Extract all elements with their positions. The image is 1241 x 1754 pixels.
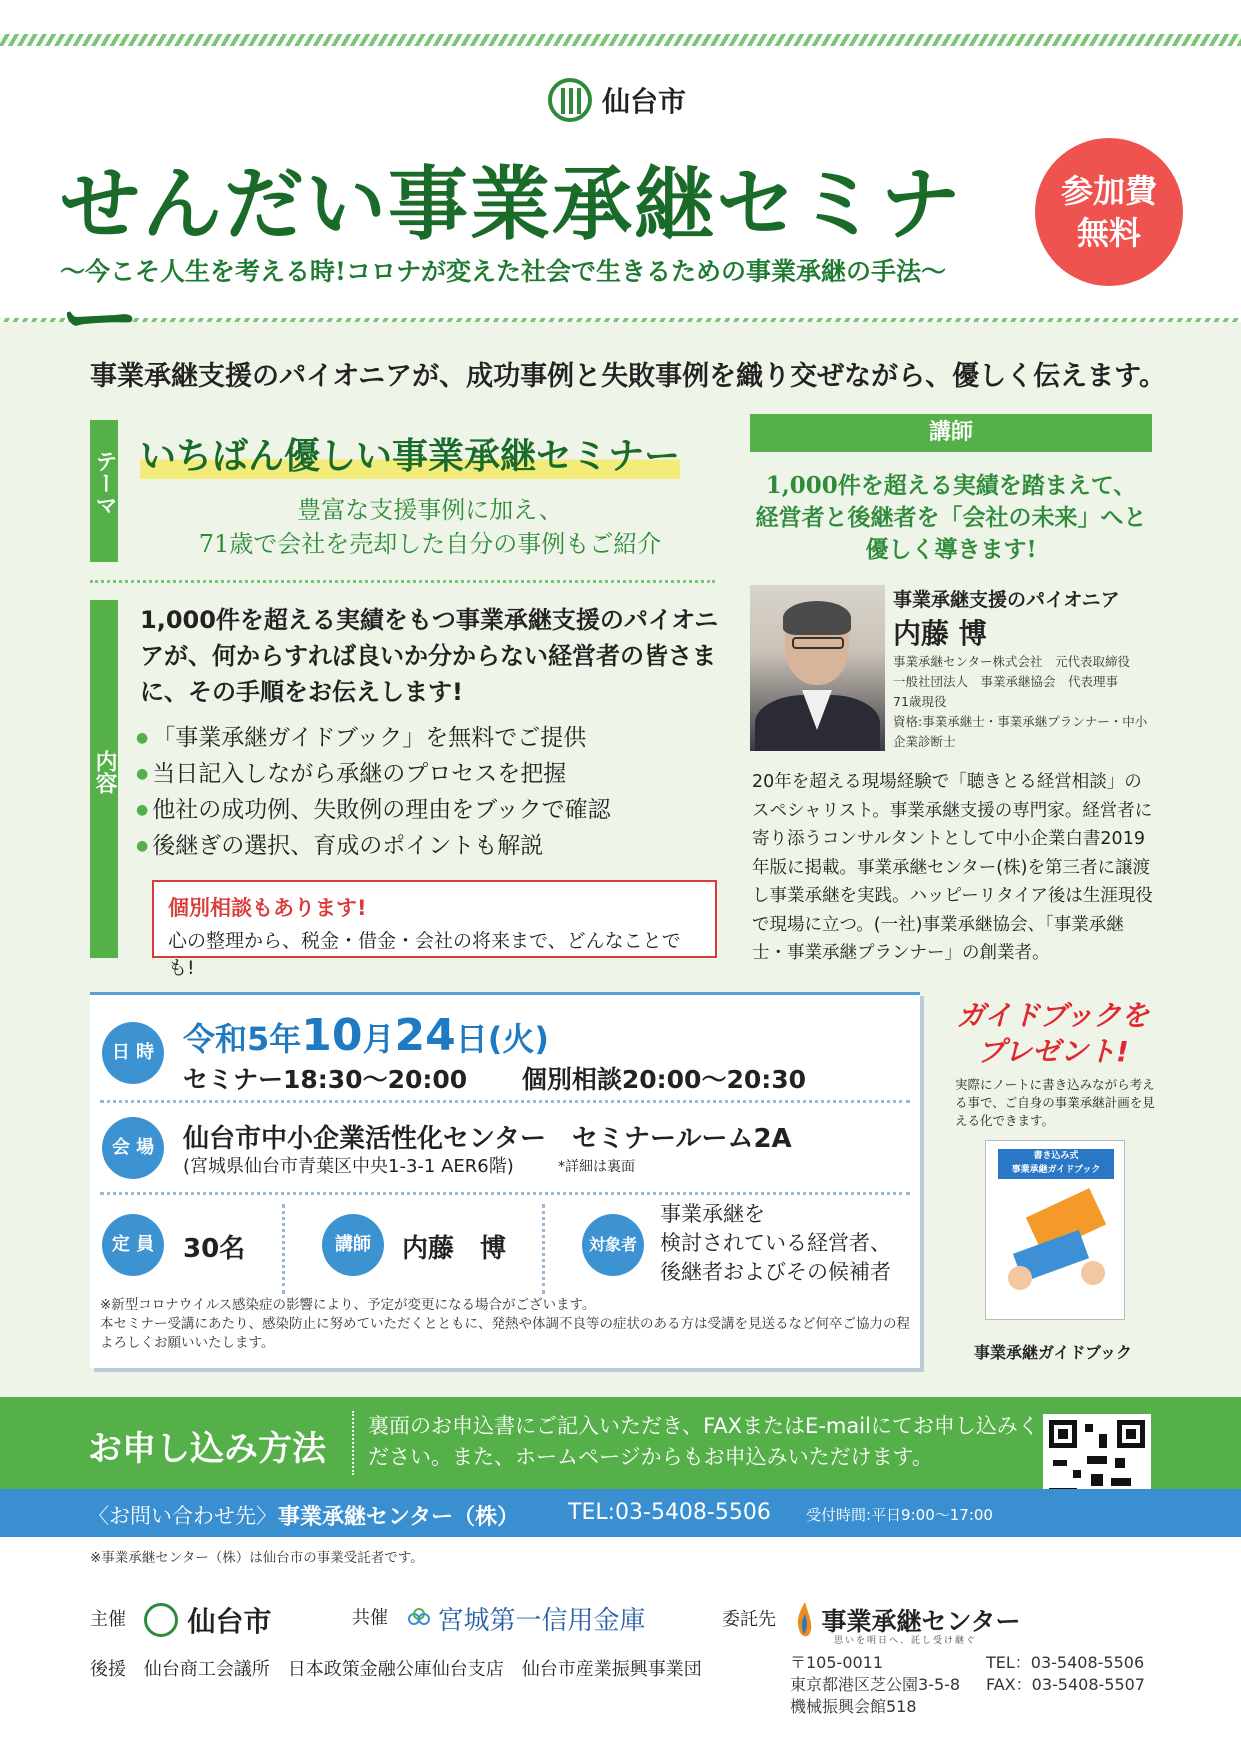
city-name: 仙台市 (602, 85, 687, 118)
flame-logo-icon (794, 1600, 816, 1640)
list-item: ● 他社の成功例、失敗例の理由をブックで確認 (136, 792, 611, 828)
seminar-time: セミナー18:30〜20:00 (183, 1065, 468, 1094)
lecturer-lead-line2: 経営者と後継者を「会社の未来」へと (755, 504, 1147, 531)
content-lead: 1,000件を超える実績をもつ事業承継支援のパイオニアが、何からすれば良いか分からない経営者の皆さまに、その手順をお伝えします! (140, 606, 719, 706)
support-label: 後援 (90, 1659, 126, 1680)
consult-time: 個別相談20:00〜20:30 (521, 1065, 807, 1094)
badge-line1: 参加費 (1060, 172, 1157, 210)
divider (352, 1411, 354, 1475)
guide-title (948, 998, 1158, 1070)
speaker-value: 内藤 博 (402, 1234, 507, 1264)
book-band-line2: 事業承継ガイドブック (1011, 1165, 1101, 1175)
top-stripe (0, 34, 1241, 46)
cohost-name: 宮城第一信用金庫 (437, 1606, 646, 1636)
contact-bar (0, 1489, 1241, 1537)
footer-note: ※事業承継センター（株）は仙台市の事業受託者です。 (90, 1550, 424, 1566)
venue-note: *詳細は裏面 (558, 1159, 635, 1175)
apply-heading: お申し込み方法 (88, 1429, 326, 1469)
guidebook-cover-image (985, 1140, 1125, 1320)
target-line: 後継者およびその候補者 (660, 1260, 891, 1284)
apply-text: 裏面のお申込書にご記入いただき、FAXまたはE-mailにてお申し込みください。また、ホームページからもお申込みいただけます。 (368, 1414, 1039, 1469)
consult-text: 心の整理から、税金・借金・会社の将来まで、どんなことでも! (168, 930, 681, 979)
lecturer-lead-line3: 優しく導きます! (865, 536, 1037, 563)
target-line: 事業承継を (660, 1202, 765, 1226)
date-day: 24 (394, 1010, 456, 1061)
supporters-list: 仙台商工会議所 日本政策金融公庫仙台支店 仙台市産業振興事業団 (143, 1659, 702, 1680)
date-label: 日 時 (102, 1022, 164, 1084)
list-item: ● 「事業承継ガイドブック」を無料でご提供 (136, 720, 611, 756)
content-tab (90, 600, 118, 958)
lecturer-bio: 20年を超える現場経験で「聴きとる経営相談」のスペシャリスト。事業承継支援の専門家。経営者に寄り添うコンサルタントとして中小企業白書2019年版に掲載。事業承継センター(株)を第三者に譲渡し事業承継を実践。ハッピーリタイア後は生涯現役で現場に立つ。(一社)事業承継協会、「事業承継士・事業承継プランナー」の創業者。 (752, 772, 1153, 963)
lecturer-info (893, 652, 1158, 752)
capacity-value: 30名 (183, 1234, 246, 1264)
capacity-label: 定 員 (102, 1214, 164, 1276)
venue-name: 仙台市中小企業活性化センター セミナールーム2A (183, 1124, 792, 1154)
contact-hours: 受付時間:平日9:00〜17:00 (806, 1506, 993, 1524)
sendai-logo-icon (144, 1603, 178, 1637)
badge-line2: 無料 (1076, 214, 1141, 252)
host (90, 1600, 271, 1640)
contractor-address (790, 1652, 960, 1718)
contractor-label: 委託先 (722, 1609, 776, 1630)
lecturer-info-line: 資格:事業承継士・事業承継プランナー・中小 (893, 714, 1148, 729)
lecturer-info-line: 一般社団法人 事業承継協会 代表理事 (893, 674, 1119, 689)
contractor-name: 事業承継センター (821, 1607, 1021, 1636)
supporters (90, 1655, 702, 1681)
date-month: 10 (301, 1010, 363, 1061)
host-label: 主催 (90, 1609, 126, 1630)
day-unit: 日 (455, 1020, 488, 1058)
lecturer-photo (750, 585, 885, 751)
lecturer-heading: 講師 (750, 414, 1152, 452)
contractor-phone (986, 1652, 1145, 1696)
city-logo (548, 78, 686, 122)
consult-heading: 個別相談もあります! (168, 896, 367, 920)
date-weekday: (火) (487, 1020, 550, 1058)
target-label: 対象者 (582, 1214, 644, 1276)
speaker-label: 講師 (322, 1214, 384, 1276)
theme-title: いちばん優しい事業承継セミナー (140, 428, 680, 479)
contact-label: 〈お問い合わせ先〉 (88, 1504, 277, 1528)
page-subtitle: 〜今こそ人生を考える時!コロナが変えた社会で生きるための事業承継の手法〜 (60, 257, 946, 286)
list-item: ● 当日記入しながら承継のプロセスを把握 (136, 756, 611, 792)
lecturer-name: 内藤 博 (893, 617, 987, 650)
target-line: 検討されている経営者、 (660, 1231, 891, 1255)
address-line2: 機械振興会館518 (790, 1697, 917, 1716)
contact-tel[interactable]: TEL:03-5408-5506 (568, 1500, 771, 1525)
month-unit: 月 (362, 1020, 395, 1058)
divider (100, 1100, 910, 1103)
event-note (100, 1296, 910, 1353)
divider (282, 1204, 285, 1294)
consult-box (152, 880, 717, 979)
host-name: 仙台市 (187, 1605, 272, 1638)
lecturer-info-line: 71歳現役 (893, 694, 947, 709)
cohost (352, 1600, 645, 1637)
theme-tab-label: テーマ (92, 450, 117, 516)
contractor-tagline: 思いを明日へ、託し受け継ぐ (834, 1636, 978, 1646)
lecturer-info-line: 企業診断士 (893, 734, 956, 749)
lecturer-title: 事業承継支援のパイオニア (893, 589, 1120, 611)
date-prefix: 令和5年 (183, 1020, 302, 1058)
theme-sub-line1: 豊富な支援事例に加え、 (297, 496, 563, 524)
contact-org: 事業承継センター（株） (278, 1505, 520, 1530)
postal-code: 〒105-0011 (790, 1653, 884, 1672)
content-tab-label: 内容 (92, 750, 117, 794)
theme-tab (90, 420, 118, 562)
content-bullets (136, 720, 611, 864)
guide-caption: 事業承継ガイドブック (974, 1343, 1132, 1362)
address-line1: 東京都港区芝公園3-5-8 (790, 1675, 961, 1694)
footer-fax: FAX：03-5408-5507 (986, 1675, 1145, 1694)
divider (90, 580, 715, 583)
guide-title-line2: プレゼント! (977, 1035, 1129, 1068)
theme-sub-line2: 71歳で会社を売却した自分の事例もご紹介 (198, 530, 662, 558)
book-band (998, 1149, 1114, 1179)
target-audience (660, 1200, 891, 1287)
list-item: ● 後継ぎの選択、育成のポイントも解説 (136, 828, 611, 864)
book-band-line1: 書き込み式 (1033, 1151, 1079, 1161)
event-times (183, 1060, 806, 1096)
free-badge (1035, 138, 1183, 286)
lead-text: 事業承継支援のパイオニアが、成功事例と失敗事例を織り交ぜながら、優しく伝えます。 (90, 361, 1166, 392)
lecturer-lead-line1: 1,000件を超える実績を踏まえて、 (765, 472, 1137, 499)
note-line2: 本セミナー受講にあたり、感染防止に努めていただくとともに、発熱や体調不良等の症状のある方は受講を見送るなど何卒ご協力の程よろしくお願いいたします。 (100, 1316, 910, 1351)
sendai-logo-icon (548, 78, 592, 122)
lecturer-lead (750, 470, 1152, 566)
page-title: せんだい事業承継セミナー (60, 157, 962, 366)
cohost-label: 共催 (352, 1607, 388, 1629)
footer-tel[interactable]: TEL：03-5408-5506 (986, 1653, 1145, 1672)
event-date (183, 1010, 549, 1061)
venue-address: (宮城県仙台市青葉区中央1-3-1 AER6階) (183, 1156, 514, 1177)
venue-label: 会 場 (102, 1117, 164, 1179)
lecturer-info-line: 事業承継センター株式会社 元代表取締役 (893, 654, 1131, 669)
guide-description: 実際にノートに書き込みながら考える事で、ご自身の事業承継計画を見える化できます。 (955, 1077, 1155, 1128)
divider (100, 1192, 910, 1195)
note-line1: ※新型コロナウイルス感染症の影響により、予定が変更になる場合がございます。 (100, 1297, 596, 1313)
guide-title-line1: ガイドブックを (956, 999, 1150, 1032)
bank-logo-icon (406, 1606, 432, 1632)
divider (542, 1204, 545, 1294)
